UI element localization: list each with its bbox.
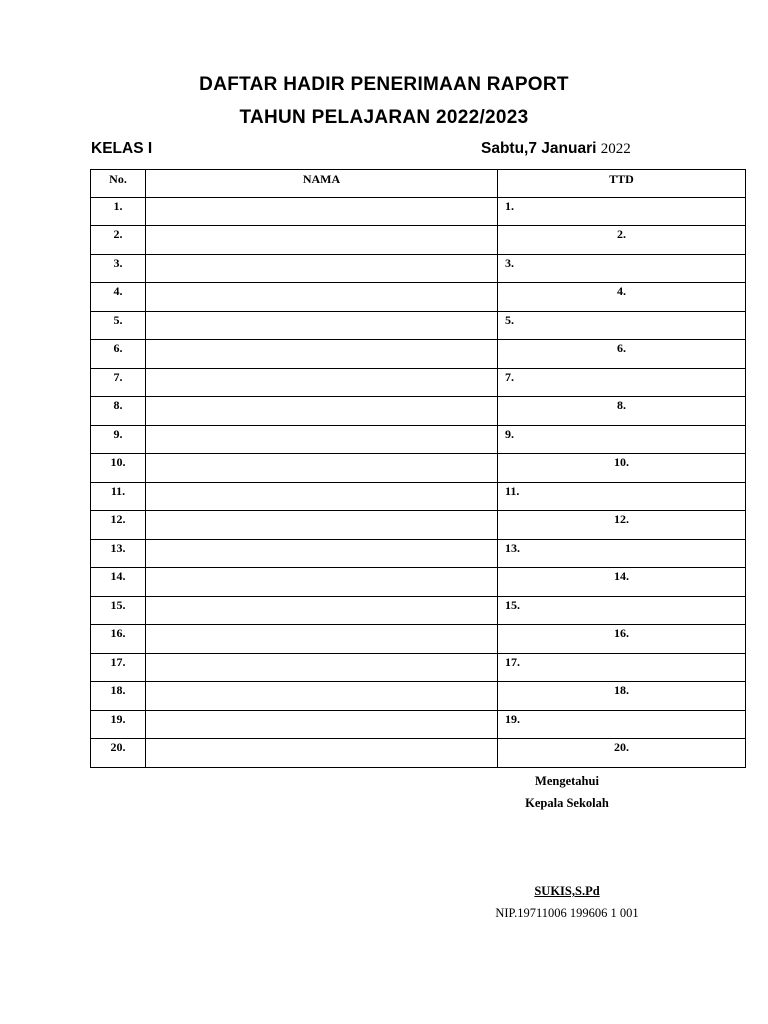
- row-number: 4.: [91, 283, 146, 312]
- signature-number: 12.: [614, 512, 629, 526]
- name-cell[interactable]: [146, 596, 498, 625]
- table-row: [91, 625, 746, 654]
- signature-cell[interactable]: [498, 682, 746, 711]
- signature-number: 4.: [617, 284, 626, 298]
- table-row: [91, 568, 746, 597]
- signature-cell[interactable]: [498, 397, 746, 426]
- name-cell[interactable]: [146, 653, 498, 682]
- signature-cell[interactable]: [498, 539, 746, 568]
- name-cell[interactable]: [146, 568, 498, 597]
- row-number: 8.: [91, 397, 146, 426]
- signature-cell[interactable]: [498, 226, 746, 255]
- table-row: [91, 739, 746, 768]
- row-number: 10.: [91, 454, 146, 483]
- column-header-no: No.: [91, 170, 146, 198]
- signature-number: 20.: [614, 740, 629, 754]
- signature-number: 2.: [617, 227, 626, 241]
- row-number: 3.: [91, 254, 146, 283]
- signature-cell[interactable]: [498, 425, 746, 454]
- name-cell[interactable]: [146, 197, 498, 226]
- signature-number: 5.: [505, 312, 514, 327]
- row-number: 7.: [91, 368, 146, 397]
- table-row: [91, 397, 746, 426]
- name-cell[interactable]: [146, 340, 498, 369]
- table-row: [91, 710, 746, 739]
- signature-cell[interactable]: [498, 482, 746, 511]
- principal-nip: NIP.19711006 199606 1 001: [495, 906, 639, 920]
- row-number: 18.: [91, 682, 146, 711]
- date-day: Sabtu,7 Januari: [481, 140, 597, 157]
- row-number: 13.: [91, 539, 146, 568]
- name-cell[interactable]: [146, 511, 498, 540]
- table-row: [91, 340, 746, 369]
- signature-number: 6.: [617, 341, 626, 355]
- table-row: [91, 539, 746, 568]
- table-header-row: [91, 170, 746, 198]
- row-number: 12.: [91, 511, 146, 540]
- signature-cell[interactable]: [498, 625, 746, 654]
- row-number: 11.: [91, 482, 146, 511]
- table-row: [91, 425, 746, 454]
- name-cell[interactable]: [146, 454, 498, 483]
- name-cell[interactable]: [146, 254, 498, 283]
- table-row: [91, 454, 746, 483]
- name-cell[interactable]: [146, 368, 498, 397]
- signature-number: 13.: [505, 540, 520, 555]
- principal-title: Kepala Sekolah: [525, 796, 609, 810]
- name-cell[interactable]: [146, 283, 498, 312]
- document-subtitle: TAHUN PELAJARAN 2022/2023: [239, 107, 529, 128]
- table-row: [91, 311, 746, 340]
- row-number: 5.: [91, 311, 146, 340]
- date-label: [481, 140, 631, 158]
- row-number: 20.: [91, 739, 146, 768]
- table-row: [91, 682, 746, 711]
- row-number: 19.: [91, 710, 146, 739]
- row-number: 15.: [91, 596, 146, 625]
- signature-number: 14.: [614, 569, 629, 583]
- signature-cell[interactable]: [498, 454, 746, 483]
- table-row: [91, 482, 746, 511]
- attendance-table: [90, 169, 746, 768]
- date-year: 2022: [600, 141, 631, 157]
- table-row: [91, 197, 746, 226]
- table-row: [91, 653, 746, 682]
- table-row: [91, 226, 746, 255]
- signature-number: 19.: [505, 711, 520, 726]
- table-row: [91, 283, 746, 312]
- signature-cell[interactable]: [498, 568, 746, 597]
- principal-name: SUKIS,S.Pd: [534, 884, 600, 898]
- name-cell[interactable]: [146, 739, 498, 768]
- signature-number: 8.: [617, 398, 626, 412]
- signature-number: 1.: [505, 198, 514, 213]
- signature-cell[interactable]: [498, 340, 746, 369]
- signature-cell[interactable]: [498, 511, 746, 540]
- row-number: 2.: [91, 226, 146, 255]
- row-number: 14.: [91, 568, 146, 597]
- signature-number: 11.: [505, 483, 520, 498]
- signature-number: 15.: [505, 597, 520, 612]
- name-cell[interactable]: [146, 397, 498, 426]
- signature-number: 10.: [614, 455, 629, 469]
- name-cell[interactable]: [146, 226, 498, 255]
- table-row: [91, 596, 746, 625]
- name-cell[interactable]: [146, 425, 498, 454]
- signature-cell[interactable]: [498, 368, 746, 397]
- signature-cell[interactable]: [498, 197, 746, 226]
- column-header-ttd: TTD: [498, 170, 746, 198]
- row-number: 6.: [91, 340, 146, 369]
- name-cell[interactable]: [146, 682, 498, 711]
- name-cell[interactable]: [146, 482, 498, 511]
- acknowledged-label: Mengetahui: [535, 774, 599, 788]
- signature-number: 7.: [505, 369, 514, 384]
- row-number: 1.: [91, 197, 146, 226]
- signature-number: 16.: [614, 626, 629, 640]
- signature-number: 18.: [614, 683, 629, 697]
- signature-cell[interactable]: [498, 653, 746, 682]
- class-label: KELAS I: [91, 140, 153, 157]
- table-row: [91, 254, 746, 283]
- signature-cell[interactable]: [498, 283, 746, 312]
- signature-cell[interactable]: [498, 596, 746, 625]
- table-row: [91, 511, 746, 540]
- signature-cell[interactable]: [498, 254, 746, 283]
- name-cell[interactable]: [146, 311, 498, 340]
- signature-cell[interactable]: [498, 311, 746, 340]
- signature-number: 3.: [505, 255, 514, 270]
- signature-cell[interactable]: [498, 710, 746, 739]
- column-header-nama: NAMA: [146, 170, 498, 198]
- table-row: [91, 368, 746, 397]
- row-number: 16.: [91, 625, 146, 654]
- document-title: DAFTAR HADIR PENERIMAAN RAPORT: [199, 74, 569, 95]
- signature-number: 17.: [505, 654, 520, 669]
- row-number: 9.: [91, 425, 146, 454]
- signature-number: 9.: [505, 426, 514, 441]
- signature-cell[interactable]: [498, 739, 746, 768]
- name-cell[interactable]: [146, 539, 498, 568]
- name-cell[interactable]: [146, 625, 498, 654]
- row-number: 17.: [91, 653, 146, 682]
- name-cell[interactable]: [146, 710, 498, 739]
